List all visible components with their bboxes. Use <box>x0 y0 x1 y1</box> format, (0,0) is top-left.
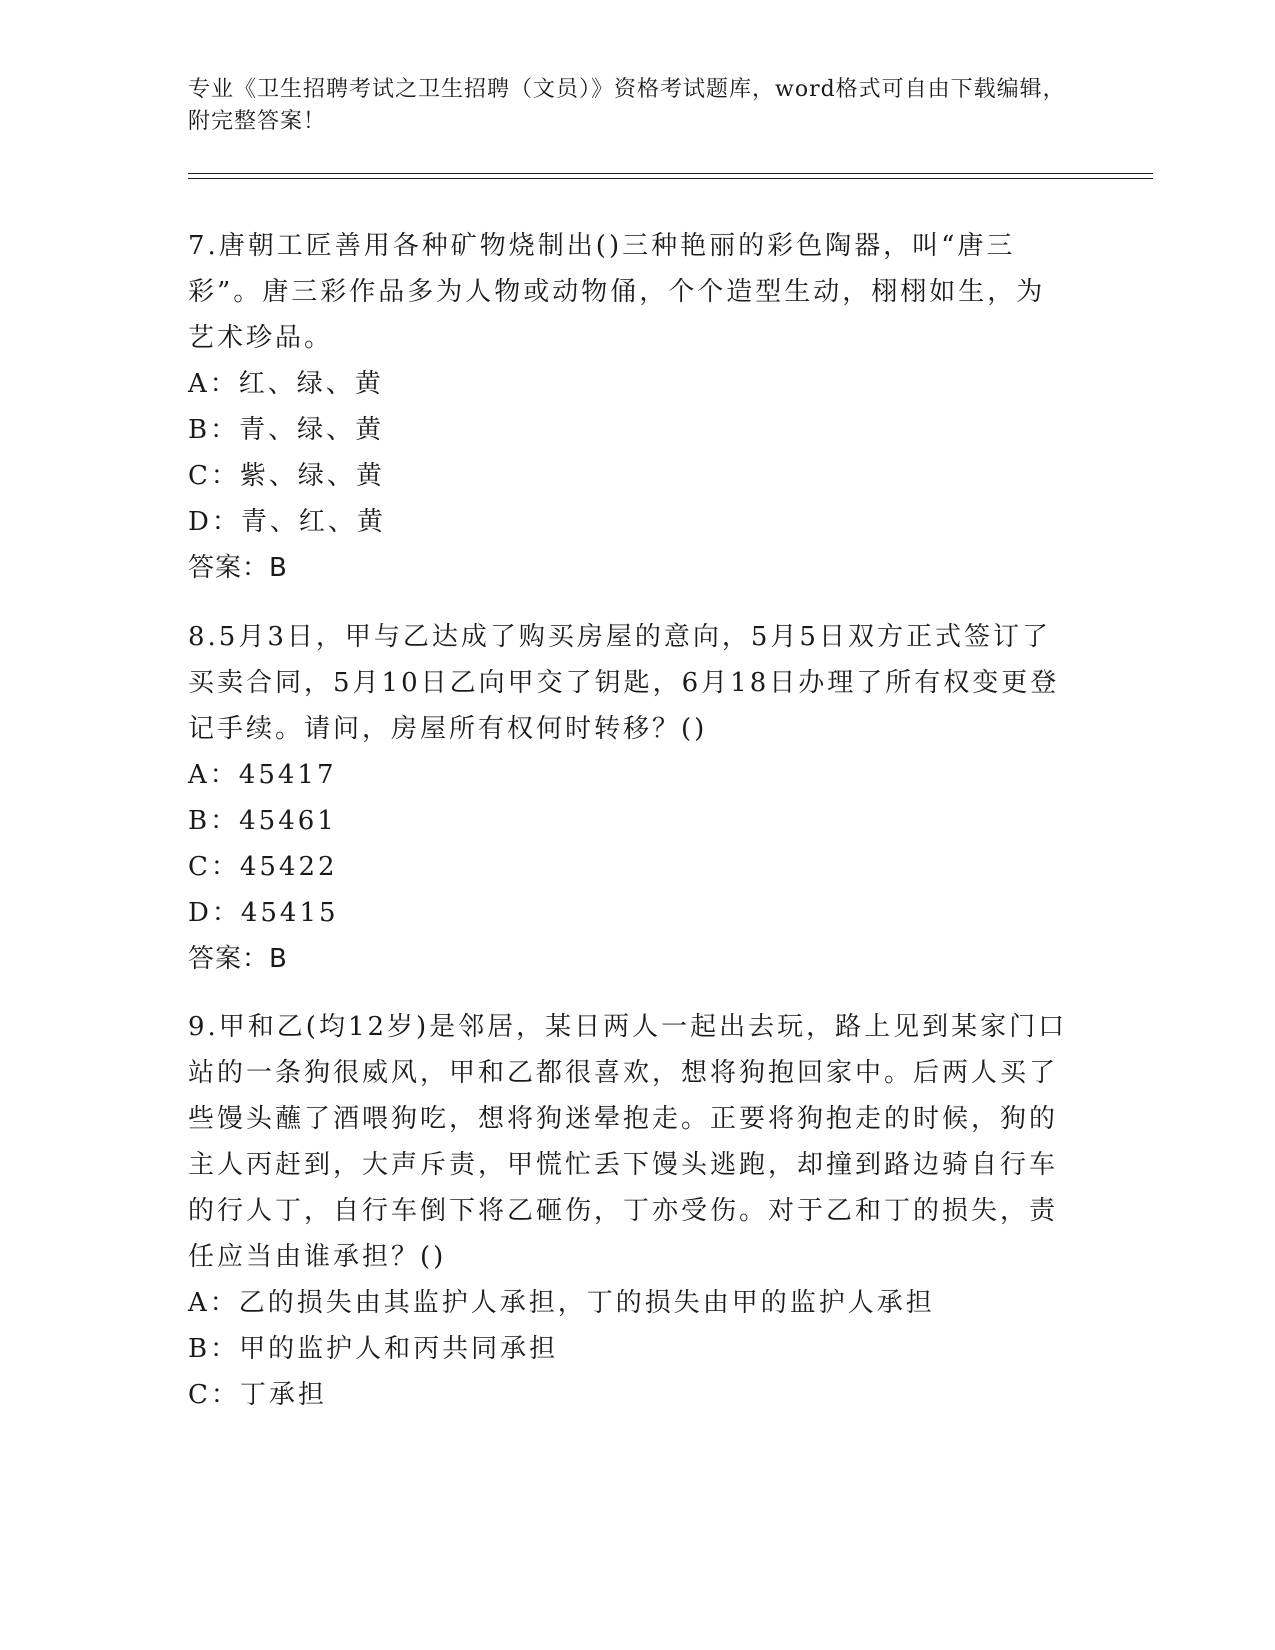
option-c: C：紫、绿、黄 <box>188 461 385 491</box>
option-a: A：乙的损失由其监护人承担，丁的损失由甲的监护人承担 <box>188 1288 935 1318</box>
question-stem: 9.甲和乙(均12岁)是邻居，某日两人一起出去玩，路上见到某家门口站的一条狗很威风，甲和乙都很喜欢，想将狗抱回家中。后两人买了些馒头蘸了酒喂狗吃，想将狗迷晕抱走。正要将狗抱走的时候，狗的主人丙赶到，大声斥责，甲慌忙丢下馒头逃跑，却撞到路边骑自行车的行人丁，自行车倒下将乙砸伤，丁亦受伤。对于乙和丁的损失，责任应当由谁承担？() <box>188 1012 1068 1272</box>
question-stem: 7.唐朝工匠善用各种矿物烧制出()三种艳丽的彩色陶器，叫“唐三彩”。唐三彩作品多为人物或动物俑，个个造型生动，栩栩如生，为艺术珍品。 <box>188 231 1046 353</box>
document-header: 专业《卫生招聘考试之卫生招聘（文员）》资格考试题库，word格式可自由下载编辑，附完整答案！ <box>188 77 1066 134</box>
question-7 <box>188 223 1068 591</box>
answer-label: 答案：B <box>188 553 288 583</box>
option-c: C：45422 <box>188 852 338 882</box>
question-8 <box>188 614 1068 982</box>
header-divider-top <box>188 173 1153 174</box>
question-9 <box>188 1004 1068 1418</box>
option-c: C：丁承担 <box>188 1380 327 1410</box>
option-b: B：甲的监护人和丙共同承担 <box>188 1334 559 1364</box>
option-a: A：45417 <box>188 760 337 790</box>
header-divider-bottom <box>188 178 1153 179</box>
question-stem: 8.5月3日，甲与乙达成了购买房屋的意向，5月5日双方正式签订了买卖合同，5月10日乙向甲交了钥匙，6月18日办理了所有权变更登记手续。请问，房屋所有权何时转移？() <box>188 622 1060 744</box>
option-d: D：45415 <box>188 898 339 928</box>
option-a: A：红、绿、黄 <box>188 369 384 399</box>
option-b: B：青、绿、黄 <box>188 415 385 445</box>
answer-label: 答案：B <box>188 944 288 974</box>
option-d: D：青、红、黄 <box>188 507 386 537</box>
option-b: B：45461 <box>188 806 337 836</box>
